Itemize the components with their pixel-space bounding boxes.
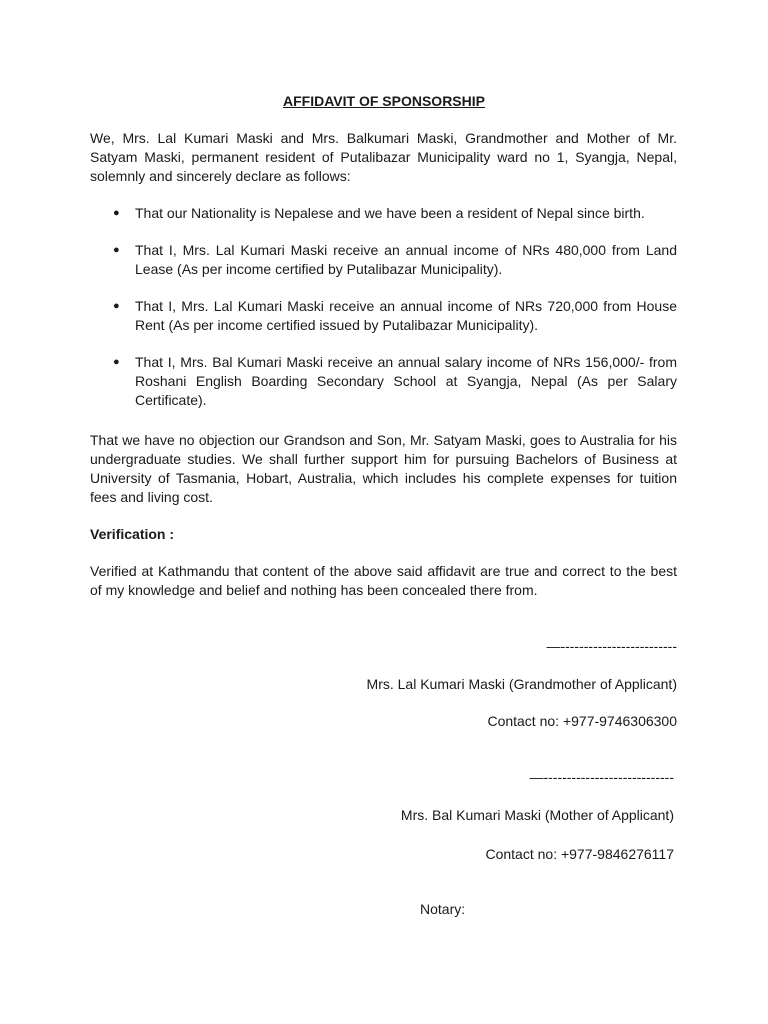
- verification-heading: Verification :: [90, 526, 175, 542]
- signatory-contact-mother: Contact no: +977-9846276117: [485, 846, 674, 862]
- intro-paragraph: We, Mrs. Lal Kumari Maski and Mrs. Balkumari Maski, Grandmother and Mother of Mr. Satyam Maski, permanent resident of Putalibazar Municipality ward no 1, Syangja, Nepal, solemnly and sincerely declare as follows:: [90, 130, 677, 184]
- bullet-icon: ●: [113, 207, 120, 219]
- list-item-text: That our Nationality is Nepalese and we have been a resident of Nepal since birth.: [135, 205, 645, 221]
- declaration-list: [90, 204, 677, 428]
- objection-paragraph: That we have no objection our Grandson and Son, Mr. Satyam Maski, goes to Australia for his undergraduate studies. We shall further support him for pursuing Bachelors of Business at University of Tasmania, Hobart, Australia, which includes his complete expenses for tuition fees and living cost.: [90, 432, 677, 505]
- list-item: [90, 204, 677, 223]
- document-title: AFFIDAVIT OF SPONSORSHIP: [283, 93, 485, 109]
- bullet-icon: ●: [113, 356, 120, 368]
- list-item-text: That I, Mrs. Bal Kumari Maski receive an annual salary income of NRs 156,000/- from Roshani English Boarding Secondary School at Syangja, Nepal (As per Salary Certificate).: [135, 354, 677, 408]
- signature-line-mother: —----------------------------: [529, 769, 674, 785]
- notary-label: Notary:: [420, 901, 466, 917]
- verification-paragraph: Verified at Kathmandu that content of the above said affidavit are true and correct to the best of my knowledge and belief and nothing has been concealed there from.: [90, 563, 677, 598]
- signatory-name-grandmother: Mrs. Lal Kumari Maski (Grandmother of Applicant): [366, 676, 677, 692]
- list-item: [90, 353, 677, 410]
- list-item: [90, 297, 677, 335]
- list-item-text: That I, Mrs. Lal Kumari Maski receive an annual income of NRs 720,000 from House Rent (As per income certified issued by Putalibazar Municipality).: [135, 298, 677, 333]
- bullet-icon: ●: [113, 300, 120, 312]
- signatory-name-mother: Mrs. Bal Kumari Maski (Mother of Applicant): [400, 807, 674, 823]
- list-item: [90, 241, 677, 279]
- list-item-text: That I, Mrs. Lal Kumari Maski receive an annual income of NRs 480,000 from Land Lease (As per income certified by Putalibazar Municipality).: [135, 242, 677, 277]
- signature-line-grandmother: —-------------------------: [546, 638, 677, 654]
- signatory-contact-grandmother: Contact no: +977-9746306300: [487, 713, 677, 729]
- bullet-icon: ●: [113, 244, 120, 256]
